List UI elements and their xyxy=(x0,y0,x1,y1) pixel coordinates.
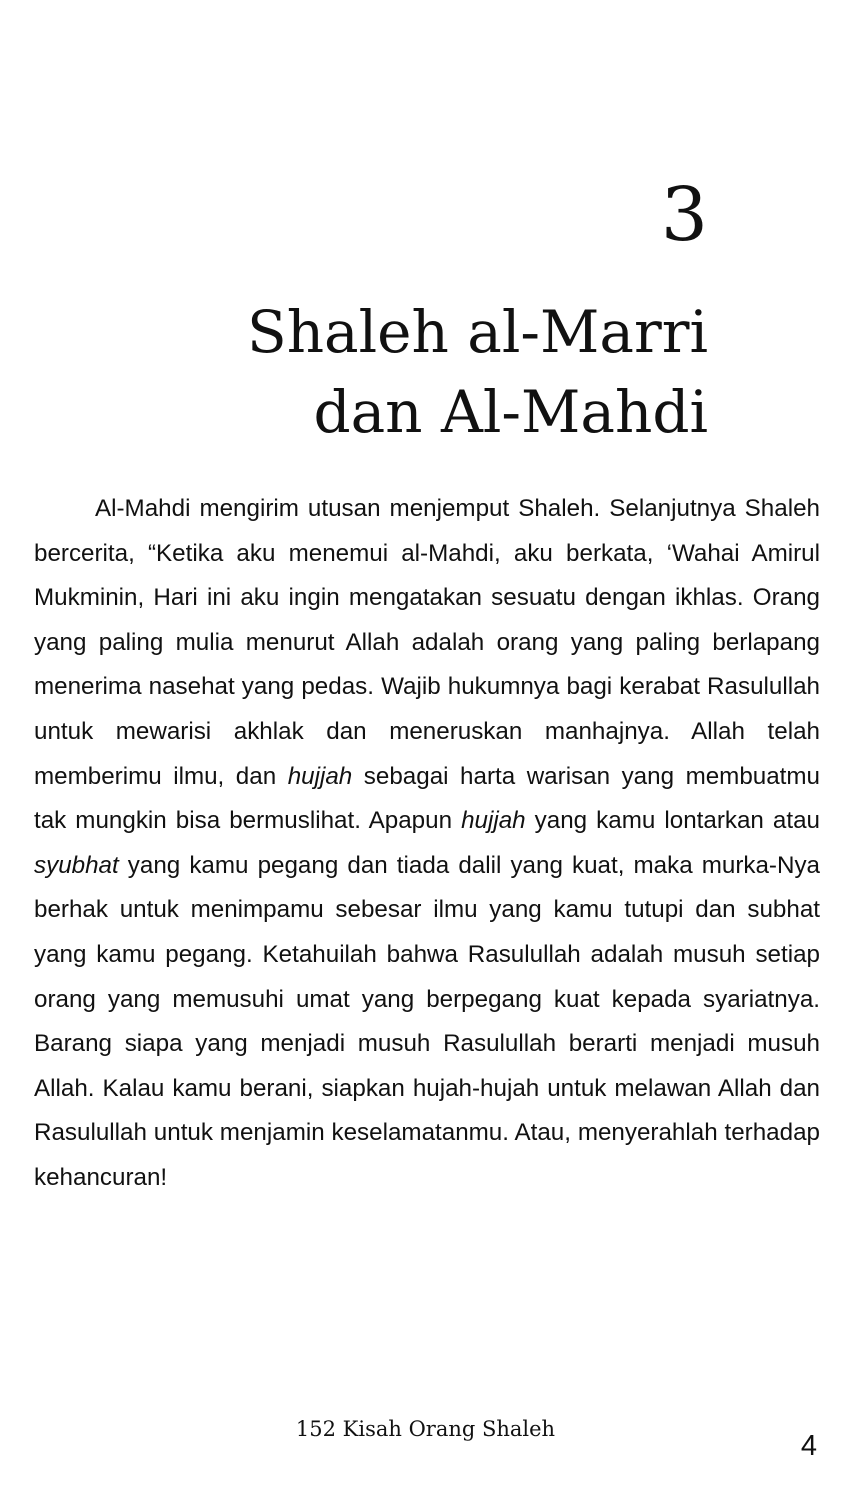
chapter-title-line-2: dan Al-Mahdi xyxy=(313,378,708,446)
chapter-title xyxy=(148,292,708,452)
chapter-title-line-1: Shaleh al-Marri xyxy=(246,298,708,366)
running-footer-title: 152 Kisah Orang Shaleh xyxy=(295,1417,556,1441)
body-paragraph xyxy=(34,487,820,1201)
italic-term-syubhat: syubhat xyxy=(34,851,119,879)
italic-term-hujjah: hujjah xyxy=(287,762,353,790)
page-number: 4 xyxy=(800,1430,817,1462)
body-text-segment: yang kamu lontarkan atau xyxy=(525,807,820,835)
chapter-number: 3 xyxy=(660,172,708,258)
italic-term-hujjah: hujjah xyxy=(461,807,526,835)
body-text-segment: Al-Mahdi mengirim utusan menjemput Shaleh. Selanjutnya Shaleh bercerita, “Ketika aku menemui al-Mahdi, aku berkata, ‘Wahai Amirul Mukminin, Hari ini aku ingin mengatakan sesuatu dengan ikhlas. Orang yang paling mulia menurut Allah adalah orang yang paling berlapang menerima nasehat yang pedas. Wajib hukumnya bagi kerabat Rasulullah untuk mewarisi akhlak dan meneruskan manhajnya. Allah telah memberimu ilmu, dan xyxy=(34,495,820,790)
body-text-segment: yang kamu pegang dan tiada dalil yang kuat, maka murka-Nya berhak untuk menimpamu sebesar ilmu yang kamu tutupi dan subhat yang kamu pegang. Ketahuilah bahwa Rasulullah adalah musuh setiap orang yang memusuhi umat yang berpegang kuat kepada syariatnya. Barang siapa yang menjadi musuh Rasulullah berarti menjadi musuh Allah. Kalau kamu berani, siapkan hujah-hujah untuk melawan Allah dan Rasulullah untuk menjamin keselamatanmu. Atau, menyerahlah terhadap kehancuran! xyxy=(34,851,820,1191)
body-text-segment: sebagai harta warisan yang membuatmu tak mungkin bisa bermuslihat. Apapun xyxy=(34,762,820,835)
